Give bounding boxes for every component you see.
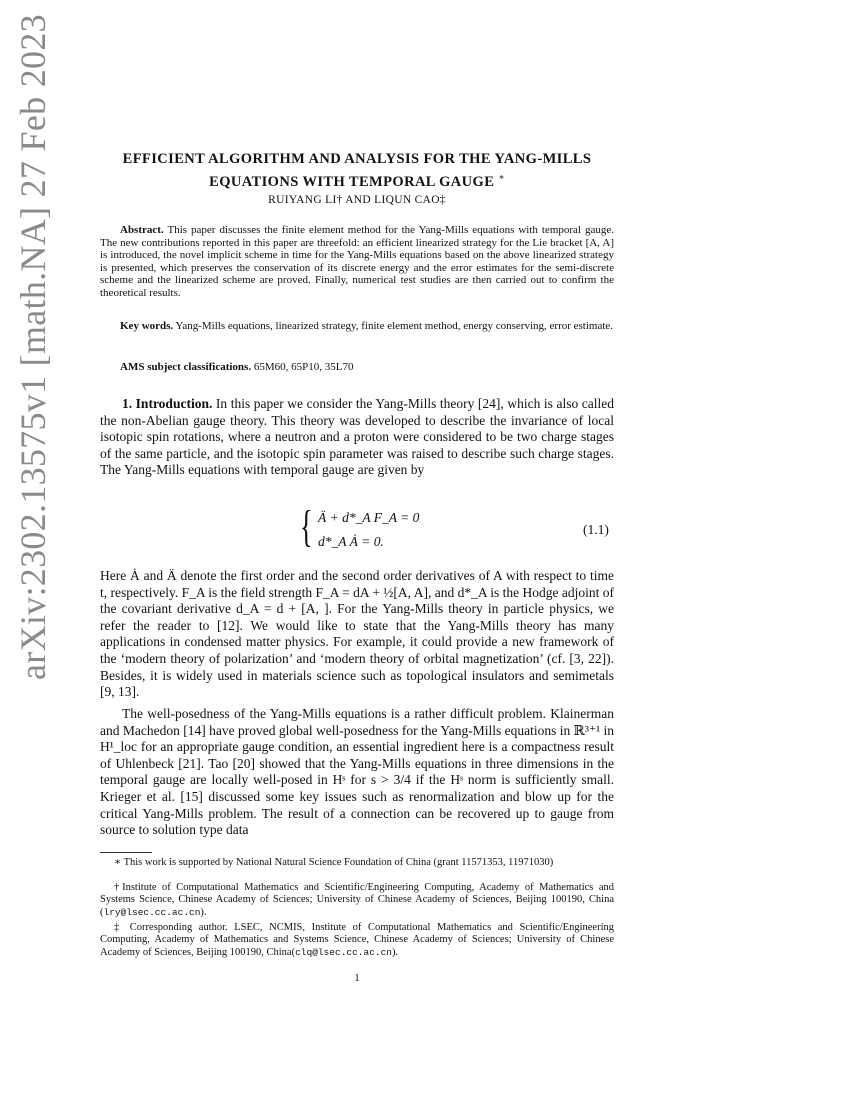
paper-title: [100, 150, 614, 191]
equation-1-1: [300, 502, 620, 555]
footnote-author-1-end: ).: [200, 906, 207, 918]
intro-paragraph-3: The well-posedness of the Yang-Mills equations is a rather difficult problem. Klainerman and Machedon [14] have proved global well-posedness for the Yang-Mills equations in ℝ³⁺¹ in H¹_loc for an appropriate gauge condition, an essential ingredient here is a compactness result of Uhlenbeck [21]. Tao [20] showed that the Yang-Mills equations in three dimensions in the temporal gauge are locally well-posed in Hˢ for s > 3/4 if the Hˢ norm is sufficiently small. Krieger et al. [15] discussed some key issues such as renormalization and blow up for the critical Yang-Mills problem. The result of a connection can be recovered up to gauge from source to solution type data: [100, 706, 614, 838]
ams-text: 65M60, 65P10, 35L70: [253, 361, 354, 373]
email-link-1[interactable]: lry@lsec.cc.ac.cn: [103, 906, 201, 918]
section-heading: 1. Introduction.: [122, 396, 213, 411]
ams-classifications: [100, 361, 614, 374]
intro-paragraph-1: [100, 396, 614, 479]
intro-paragraph-1-text: In this paper we consider the Yang-Mills theory [24], which is also called the non-Abelian gauge theory. This theory was developed to describe the invariance of local isotopic spin rotations, where a neutron and a proton were considered to be two charge stages of the same particle, and the isotopic spin parameter was raised to describe such charge stages. The Yang-Mills equations with temporal gauge are given by: [100, 396, 614, 478]
title-line-1: EFFICIENT ALGORITHM AND ANALYSIS FOR THE YANG-MILLS: [122, 151, 592, 167]
title-footnote-mark: ∗: [498, 172, 505, 182]
equation-line-1: Ä + d*_A F_A = 0: [318, 510, 420, 525]
authors: RUIYANG LI† AND LIQUN CAO‡: [268, 194, 446, 206]
footnote-author-2-end: ).: [392, 946, 399, 958]
equation-line-2: d*_A Ȧ = 0.: [318, 534, 384, 549]
title-line-2: EQUATIONS WITH TEMPORAL GAUGE: [209, 173, 495, 190]
footnote-author-1: [100, 882, 614, 919]
equation-number: (1.1): [583, 522, 609, 537]
abstract: [100, 224, 614, 300]
footnote-author-2-text: ‡ Corresponding author. LSEC, NCMIS, Institute of Computational Mathematics and Scientific/Engineering Computing, Academy of Mathematics and Systems Science, Chinese Academy of Sciences; University of Chinese Academy of Sciences, Beijing 100190, China(: [100, 922, 614, 958]
abstract-text: This paper discusses the finite element method for the Yang-Mills equations with temporal gauge. The new contributions reported in this paper are threefold: an efficient linearized strategy for the Lie bracket [A, A] is introduced, the novel implicit scheme in time for the Yang-Mills equations based on the above linearized strategy is presented, which preserves the conservation of its discrete energy and the error estimates for the semi-discrete scheme and the linearized scheme are proved. Finally, numerical test studies are then carried out to confirm the theoretical results.: [100, 224, 614, 299]
footnote-author-1-text: †Institute of Computational Mathematics and Scientific/Engineering Computing, Academy of Mathematics and Systems Science, Chinese Academy of Sciences; University of Chinese Academy of Sciences, Beijing 100190, China (: [100, 882, 614, 918]
ams-label: AMS subject classifications.: [120, 361, 252, 373]
arxiv-watermark: arXiv:2302.13575v1 [math.NA] 27 Feb 2023: [13, 14, 53, 680]
footnote-author-2: [100, 922, 614, 959]
keywords-label: Key words.: [120, 320, 174, 332]
intro-paragraph-2: Here Ȧ and Ä denote the first order and the second order derivatives of A with respect to time t, respectively. F_A is the field strength F_A = dA + ½[A, A], and d*_A is the Hodge adjoint of the covariant derivative d_A = d + [A, ]. For the Yang-Mills theory in particle physics, we refer the reader to [12]. We would like to state that the Yang-Mills theory has many applications in condensed matter physics. For example, it could provide a new framework of the ‘modern theory of polarization’ and ‘modern theory of orbital magnetization’ (cf. [3, 22]). Besides, it is widely used in materials science such as topological insulators and semimetals [9, 13].: [100, 568, 614, 700]
page-number: 1: [354, 972, 360, 984]
equation-brace: {: [300, 502, 313, 551]
footnote-funding: ∗ This work is supported by National Natural Science Foundation of China (grant 11571353, 11971030): [114, 857, 554, 868]
footnote-rule: [100, 852, 152, 853]
keywords-text: Yang-Mills equations, linearized strategy, finite element method, energy conserving, error estimate.: [175, 320, 614, 332]
keywords: [100, 320, 614, 333]
abstract-label: Abstract.: [120, 224, 164, 236]
email-link-2[interactable]: clq@lsec.cc.ac.cn: [295, 946, 393, 958]
